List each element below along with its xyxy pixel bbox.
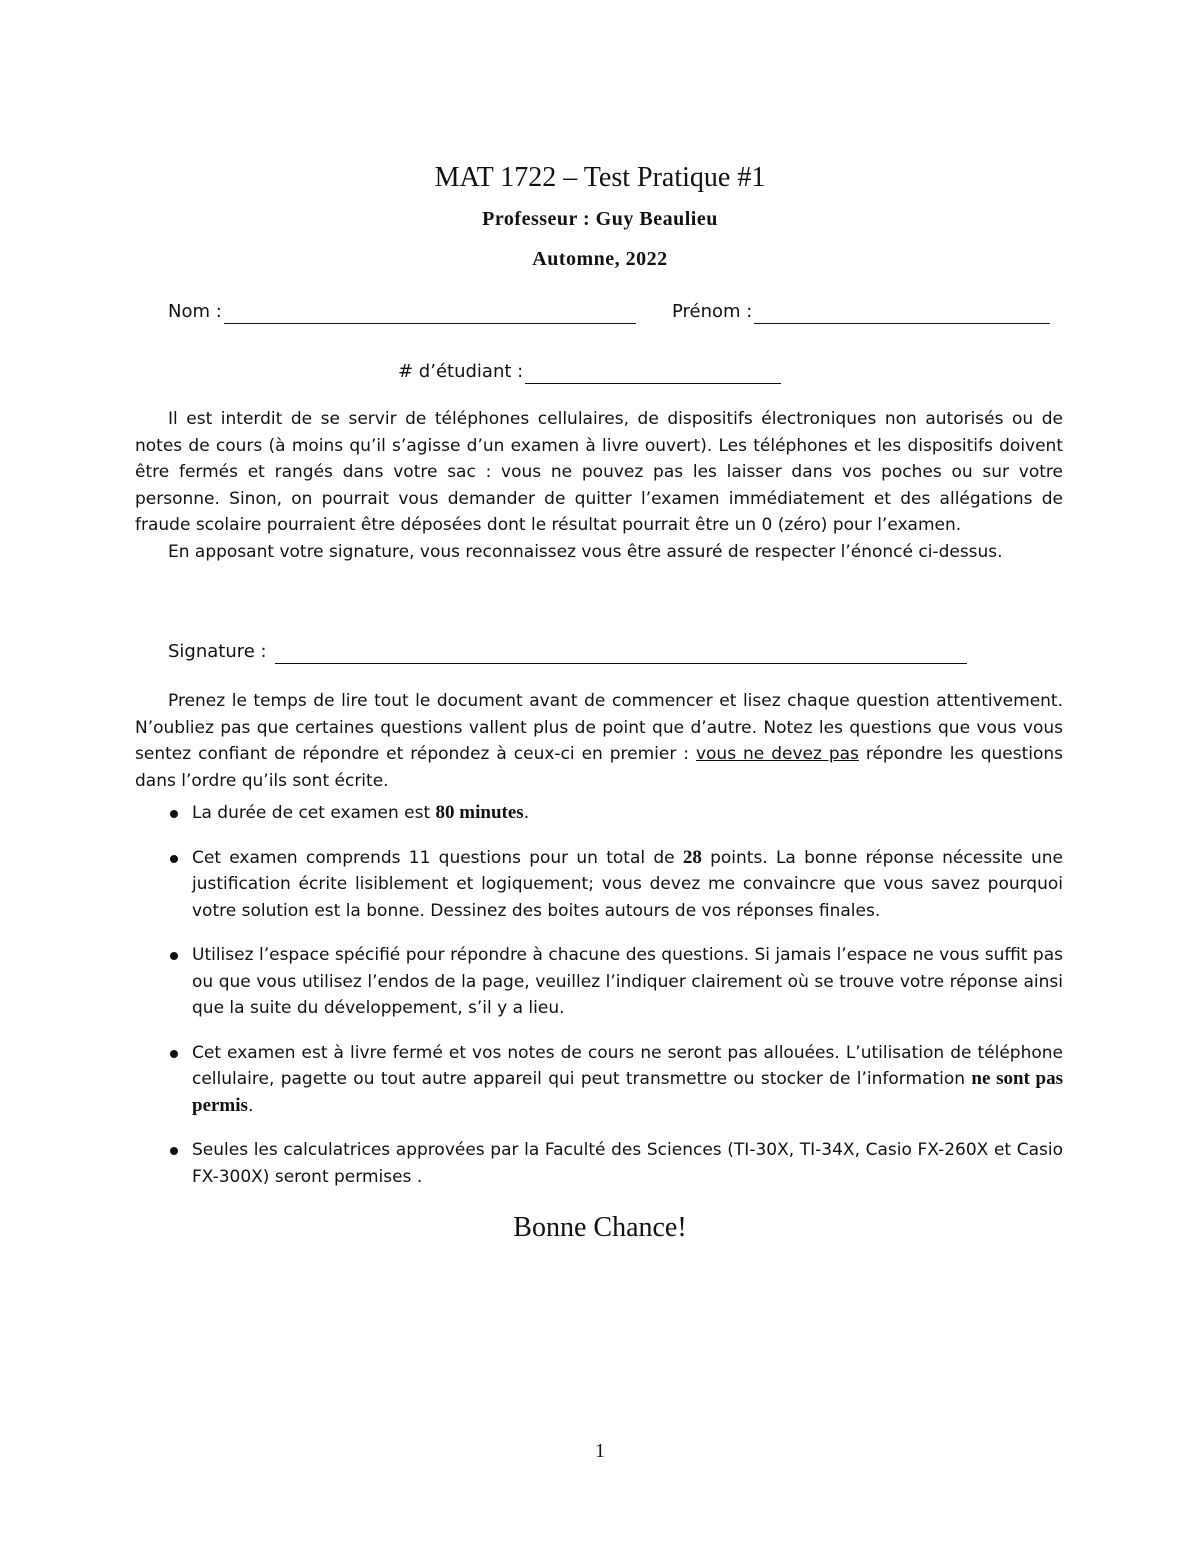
bullet-icon (170, 1050, 178, 1058)
exam-title: MAT 1722 – Test Pratique #1 (434, 162, 766, 193)
bullet-text: Cet examen comprends 11 questions pour un total de (192, 847, 683, 868)
prenom-label: Prénom : (672, 301, 753, 322)
intro-text-end: répondre les questions dans l’ordre qu’ils sont écrite. (135, 744, 1063, 791)
prenom-blank-line[interactable] (754, 303, 1050, 324)
page-number: 1 (595, 1440, 605, 1462)
notice-paragraph: Il est interdit de se servir de téléphones cellulaires, de dispositifs électroniques non autorisés ou de notes de cours (à moins qu’il s’agisse d’un examen à livre ouvert). Les téléphones et les dispositifs doivent être fermés et rangés dans votre sac : vous ne pouvez pas les laisser dans vos poches ou sur votre personne. Sinon, on pourrait vous demander de quitter l’examen immédiatement et des allégations de fraude scolaire pourraient être déposées dont le résultat pourrait être un 0 (zéro) pour l’examen. (135, 409, 1063, 535)
bullet-text: . (247, 1095, 254, 1116)
intro-text: Prenez le temps de lire tout le document avant de commencer et lisez chaque question attentivement. N’oubliez pas que certaines questions vallent plus de point que d’autre. Notez les questions que vous vous sentez confiant de répondre et répondez à ceux-ci en premier : (135, 691, 1063, 764)
signature-blank-line[interactable] (275, 643, 967, 664)
professor-line: Professeur : Guy Beaulieu (482, 208, 718, 230)
not-permitted-bold: ne sont pas permis (192, 1068, 1064, 1116)
student-id-label: # d’étudiant : (398, 361, 524, 382)
bullet-icon (170, 855, 178, 863)
prenom-field[interactable] (672, 300, 1050, 324)
acknowledgement-paragraph: En apposant votre signature, vous reconnaissez vous être assuré de respecter l’énoncé ci-dessus. (168, 541, 1003, 562)
signature-label: Signature : (168, 641, 267, 662)
bullet-icon (170, 1147, 178, 1155)
intro-underlined-text: vous ne devez pas (695, 744, 859, 764)
bullet-text: Seules les calculatrices approvées par la Faculté des Sciences (TI-30X, TI-34X, Casio FX-260X et Casio FX-300X) seront permises . (192, 1140, 1063, 1187)
duration-bold: 80 minutes (435, 802, 524, 823)
nom-blank-line[interactable] (224, 303, 636, 324)
term-line: Automne, 2022 (532, 248, 668, 270)
bullet-text: points. La bonne réponse nécessite une justification écrite lisiblement et logiquement; vous devez me convaincre que vous savez pourquoi votre solution est la bonne. Dessinez des boites autours de vos réponses finales. (192, 847, 1064, 921)
instructions-list (135, 800, 1063, 1208)
instructions-intro (135, 688, 1063, 794)
list-item (135, 942, 1063, 1022)
signature-field[interactable] (168, 640, 967, 664)
list-item (135, 845, 1063, 925)
bullet-icon (170, 952, 178, 960)
bullet-text: La durée de cet examen est (192, 803, 436, 823)
notice-block (135, 406, 1063, 565)
bullet-icon (170, 810, 178, 818)
list-item (135, 1040, 1063, 1120)
closing-message: Bonne Chance! (513, 1212, 687, 1243)
points-bold: 28 (682, 846, 702, 868)
nom-label: Nom : (168, 301, 222, 322)
list-item (135, 800, 1063, 827)
student-id-field[interactable] (398, 360, 781, 384)
bullet-text: . (523, 803, 530, 823)
bullet-text: Cet examen est à livre fermé et vos notes de cours ne seront pas allouées. L’utilisation de téléphone cellulaire, pagette ou tout autre appareil qui peut transmettre ou stocker de l’information (192, 1042, 1063, 1089)
nom-field[interactable] (168, 300, 636, 324)
bullet-text: Utilisez l’espace spécifié pour répondre à chacune des questions. Si jamais l’espace ne vous suffit pas ou que vous utilisez l’endos de la page, veuillez l’indiquer clairement où se trouve votre réponse ainsi que la suite du développement, s’il y a lieu. (192, 945, 1063, 1018)
student-id-blank-line[interactable] (525, 363, 781, 384)
list-item (135, 1137, 1063, 1190)
